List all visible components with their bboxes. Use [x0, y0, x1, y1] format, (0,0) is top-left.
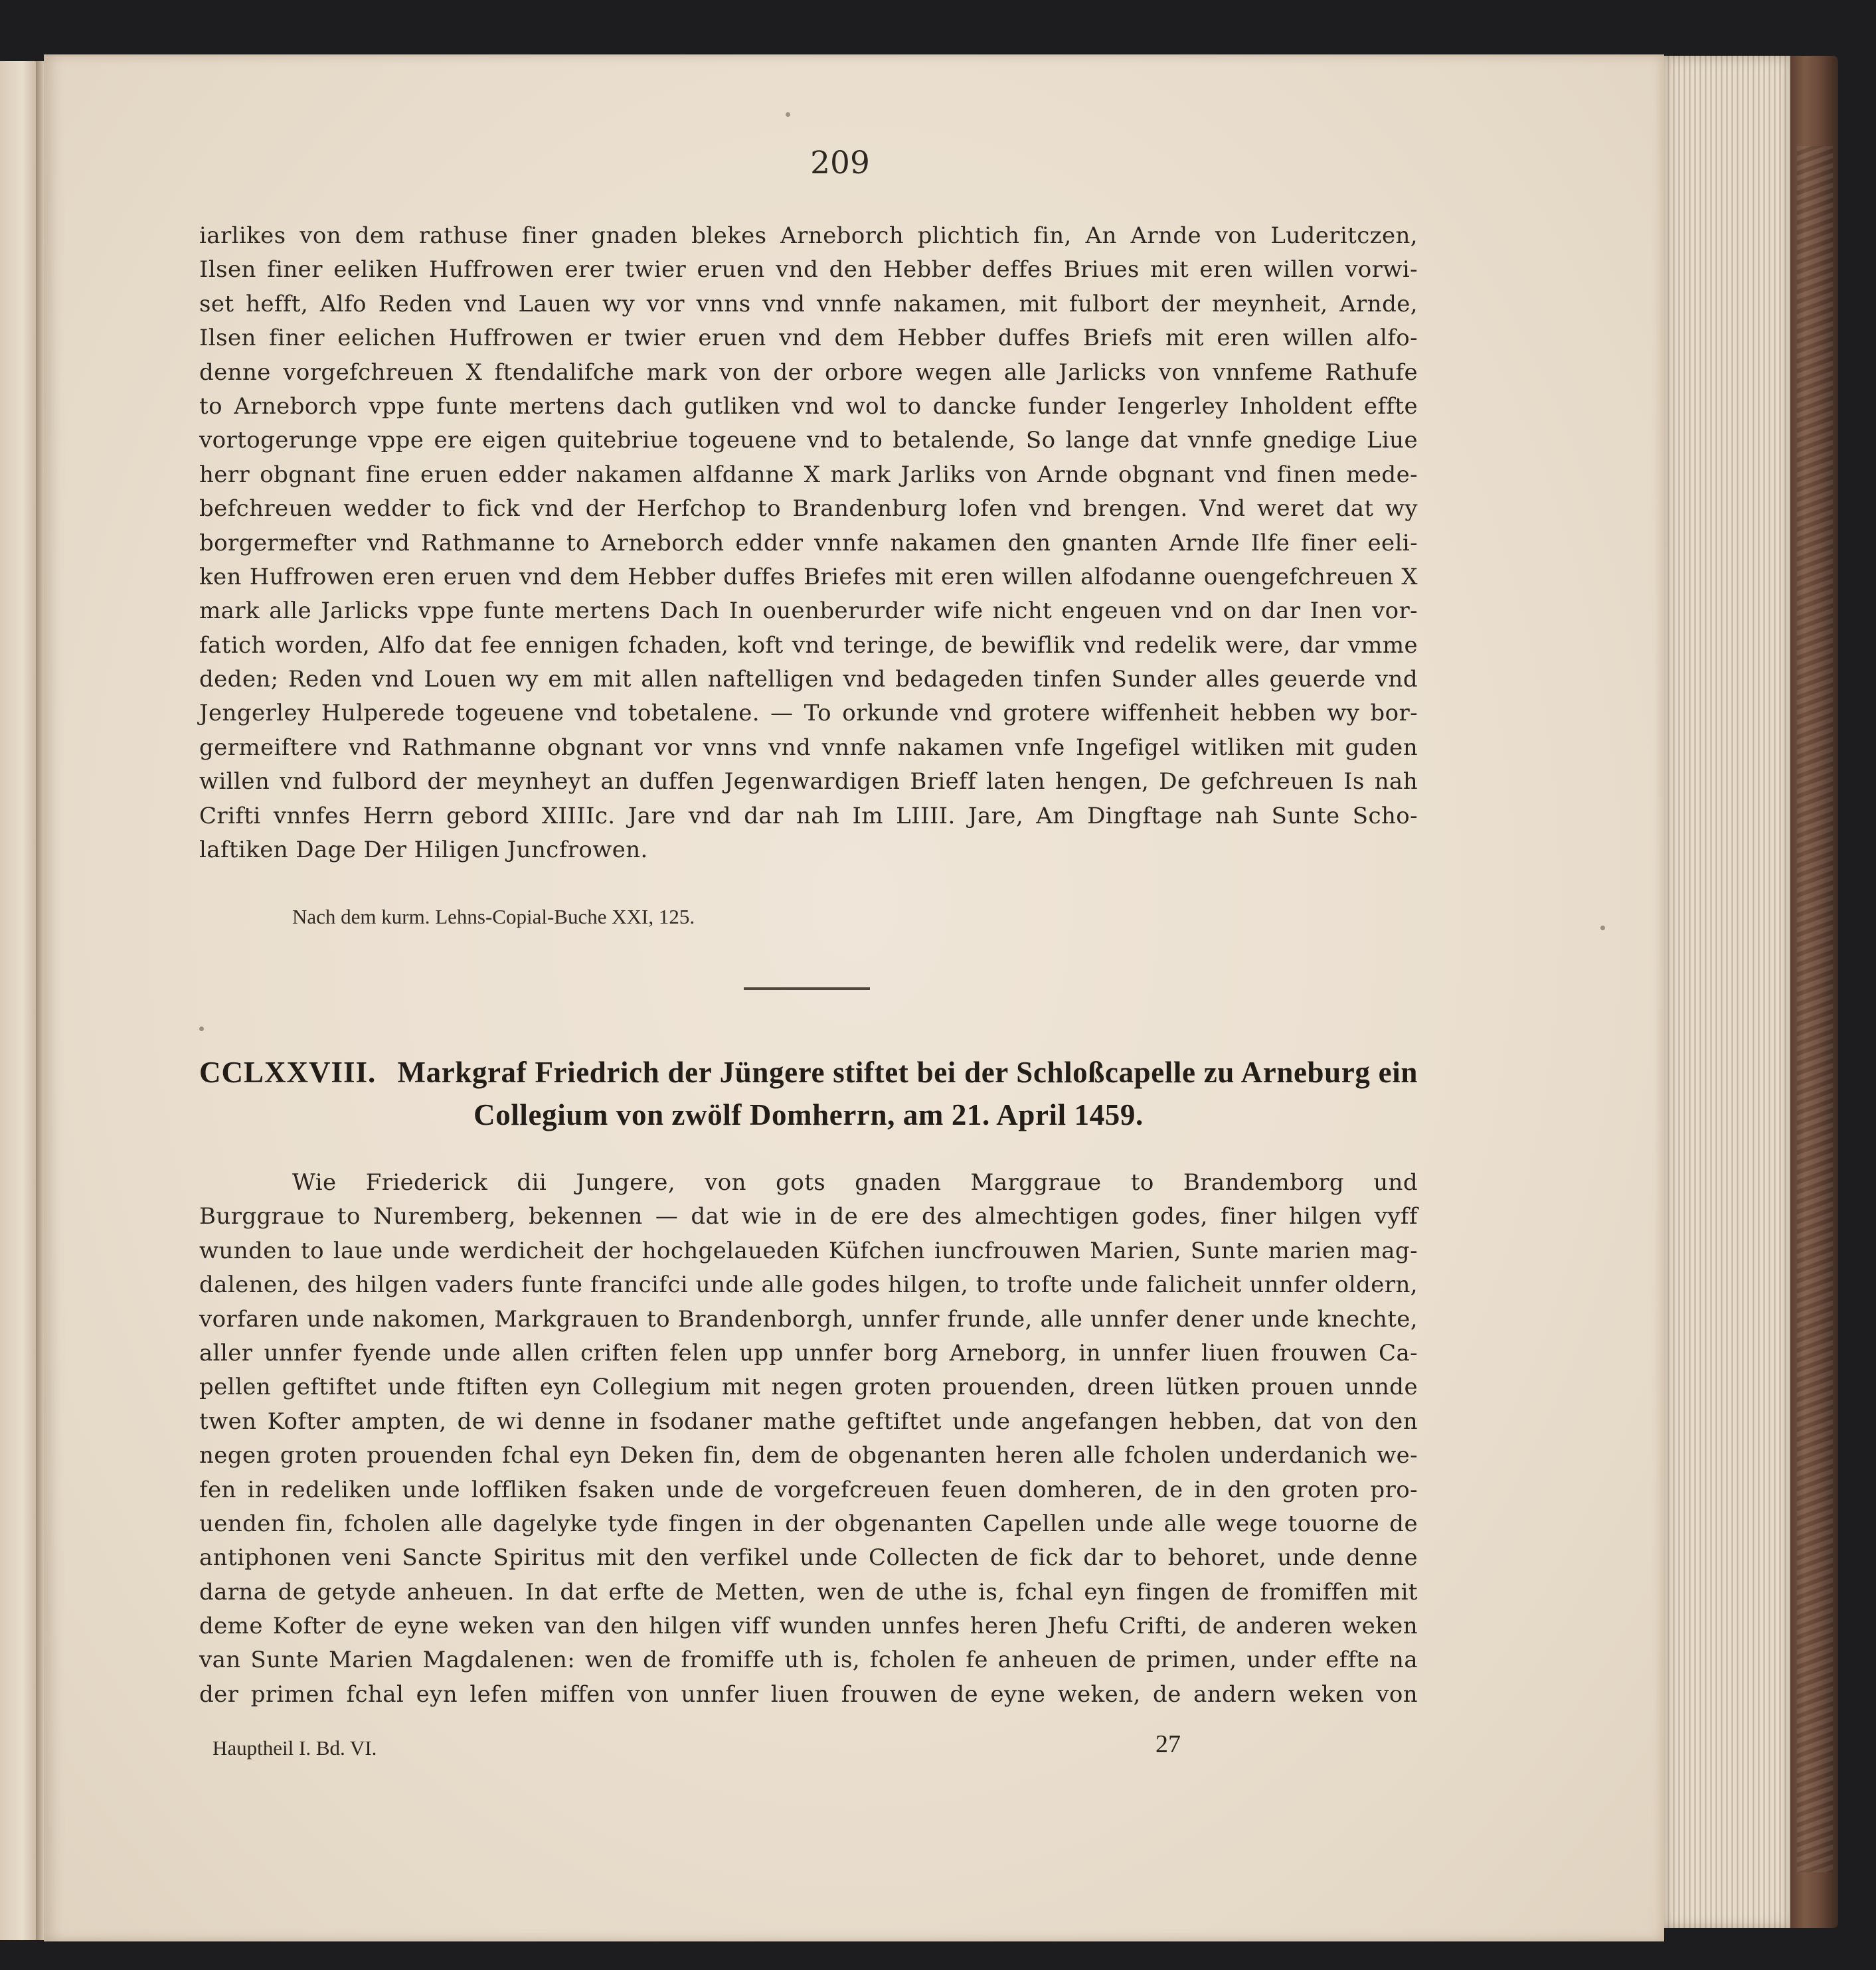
document-line: herr obgnant fine eruen edder nakamen alfdanne X mark Jarliks von Arnde obgnant vnd finen mede-	[199, 461, 1418, 488]
document-line: deme Kofter de eyne weken van den hilgen viff wunden unnfes heren Jhefu Crifti, de anderen weken	[199, 1613, 1418, 1640]
binding-texture	[1797, 146, 1833, 1872]
document-line: borgermefter vnd Rathmanne to Arneborch edder vnnfe nakamen den gnanten Arnde Ilfe finer eeli-	[199, 529, 1418, 556]
document-line: Wie Friederick dii Jungere, von gots gnaden Marggraue to Brandemborg und	[292, 1169, 1418, 1196]
document-line: Jengerley Hulperede togeuene vnd tobetalene. — To orkunde vnd grotere wiffenheit hebben wy bor-	[199, 700, 1418, 727]
section-title-first-line: Markgraf Friedrich der Jüngere stiftet bei der Schloßcapelle zu Arneburg ein	[397, 1056, 1418, 1089]
paper-speck	[1600, 926, 1605, 930]
page-number: 209	[810, 145, 870, 181]
document-line: vortogerunge vppe ere eigen quitebriue togeuene vnd to betalende, So lange dat vnnfe gnedige Liue	[199, 427, 1418, 454]
section-heading-line-one	[199, 1053, 1418, 1092]
document-line: van Sunte Marien Magdalenen: wen de fromiffe uth is, fcholen fe anheuen de primen, under effte na	[199, 1647, 1418, 1674]
document-line: willen vnd fulbord der meynheyt an duffen Jegenwardigen Brieff laten hengen, De gefchreuen Is nah	[199, 768, 1418, 795]
document-line: germeiftere vnd Rathmanne obgnant vor vnns vnd vnnfe nakamen vnfe Ingefigel witliken mit guden	[199, 734, 1418, 761]
document-line: laftiken Dage Der Hiligen Juncfrowen.	[199, 837, 648, 864]
page-fore-edge	[1664, 56, 1790, 1928]
document-line: dalenen, des hilgen vaders funte francifci unde alle godes hilgen, to trofte unde falicheit unnfer oldern,	[199, 1272, 1418, 1299]
document-line: fatich worden, Alfo dat fee ennigen fchaden, koft vnd teringe, de bewiflik vnd redelik were, dar vmme	[199, 631, 1418, 659]
page-content	[199, 0, 1418, 1970]
document-line: set hefft, Alfo Reden vnd Lauen wy vor vnns vnd vnnfe nakamen, mit fulbort der meynheit, Arnde,	[199, 290, 1418, 317]
section-number: CCLXXVIII.	[199, 1056, 377, 1089]
section-title-second-line: Collegium von zwölf Domherrn, am 21. April 1459.	[473, 1098, 1144, 1131]
document-line: twen Kofter ampten, de wi denne in fsodaner mathe geftiftet unde angefangen hebben, dat von den	[199, 1408, 1418, 1435]
document-line: Burggraue to Nuremberg, bekennen — dat wie in de ere des almechtigen godes, finer hilgen vyff	[199, 1203, 1418, 1230]
document-line: deden; Reden vnd Louen wy em mit allen naftelligen vnd bedageden tinfen Sunder alles geuerde vnd	[199, 666, 1418, 693]
left-page-edge	[0, 61, 41, 1940]
document-line: darna de getyde anheuen. In dat erfte de Metten, wen de uthe is, fchal eyn fingen de fromiffen mit	[199, 1578, 1418, 1605]
document-line: vorfaren unde nakomen, Markgrauen to Brandenborgh, unnfer frunde, alle unnfer dener unde knechte,	[199, 1305, 1418, 1333]
section-heading	[199, 1053, 1418, 1134]
document-line: befchreuen wedder to fick vnd der Herfchop to Brandenburg lofen vnd brengen. Vnd weret dat wy	[199, 495, 1418, 523]
document-line: uenden fin, fcholen alle dagelyke tyde fingen in der obgenanten Capellen unde alle wege touorne de	[199, 1510, 1418, 1537]
section-divider	[744, 987, 870, 990]
document-line: pellen geftiftet unde ftiften eyn Collegium mit negen groten prouenden, dreen lütken prouen unnde	[199, 1374, 1418, 1401]
document-line: der primen fchal eyn lefen miffen von unnfer liuen frouwen de eyne weken, de andern weken von	[199, 1681, 1418, 1708]
footer-sheet-number: 27	[1155, 1730, 1181, 1758]
footer-volume-reference: Hauptheil I. Bd. VI.	[213, 1736, 377, 1760]
document-line: Ilsen finer eeliken Huffrowen erer twier eruen vnd den Hebber deffes Briues mit eren willen vorwi-	[199, 256, 1418, 284]
document-one-text	[199, 219, 1418, 867]
document-line: antiphonen veni Sancte Spiritus mit den verfikel unde Collecten de fick dar to behoret, unde denne	[199, 1544, 1418, 1572]
document-line: negen groten prouenden fchal eyn Deken fin, dem de obgenanten heren alle fcholen underdanich we-	[199, 1442, 1418, 1469]
document-line: Ilsen finer eelichen Huffrowen er twier eruen vnd dem Hebber duffes Briefs mit eren willen alfo-	[199, 325, 1418, 352]
document-line: iarlikes von dem rathuse finer gnaden blekes Arneborch plichtich fin, An Arnde von Luderitczen,	[199, 222, 1418, 249]
document-line: Crifti vnnfes Herrn gebord XIIIIc. Jare vnd dar nah Im LIIII. Jare, Am Dingftage nah Sunte Scho-	[199, 802, 1418, 829]
document-line: fen in redeliken unde loffliken fsaken unde de vorgefcreuen feuen domheren, de in den groten pro-	[199, 1476, 1418, 1503]
document-line: mark alle Jarlicks vppe funte mertens Dach In ouenberurder wife nicht engeuen vnd on dar Inen vor-	[199, 598, 1418, 625]
source-citation: Nach dem kurm. Lehns-Copial-Buche XXI, 125.	[292, 905, 695, 928]
document-line: aller unnfer fyende unde allen criften felen upp unnfer borg Arneborg, in unnfer liuen frouwen Ca-	[199, 1339, 1418, 1366]
document-line: to Arneborch vppe funte mertens dach gutliken vnd wol to dancke funder Iengerley Inholdent effte	[199, 392, 1418, 420]
document-two-text	[199, 1166, 1418, 1712]
document-line: ken Huffrowen eren eruen vnd dem Hebber duffes Briefes mit eren willen alfodanne ouengefchreuen X	[199, 563, 1418, 590]
document-line: wunden to laue unde werdicheit der hochgelaueden Küfchen iuncfrouwen Marien, Sunte marien mag-	[199, 1237, 1418, 1264]
document-line: denne vorgefchreuen X ftendalifche mark von der orbore wegen alle Jarlicks von vnnfeme Rathufe	[199, 359, 1418, 386]
